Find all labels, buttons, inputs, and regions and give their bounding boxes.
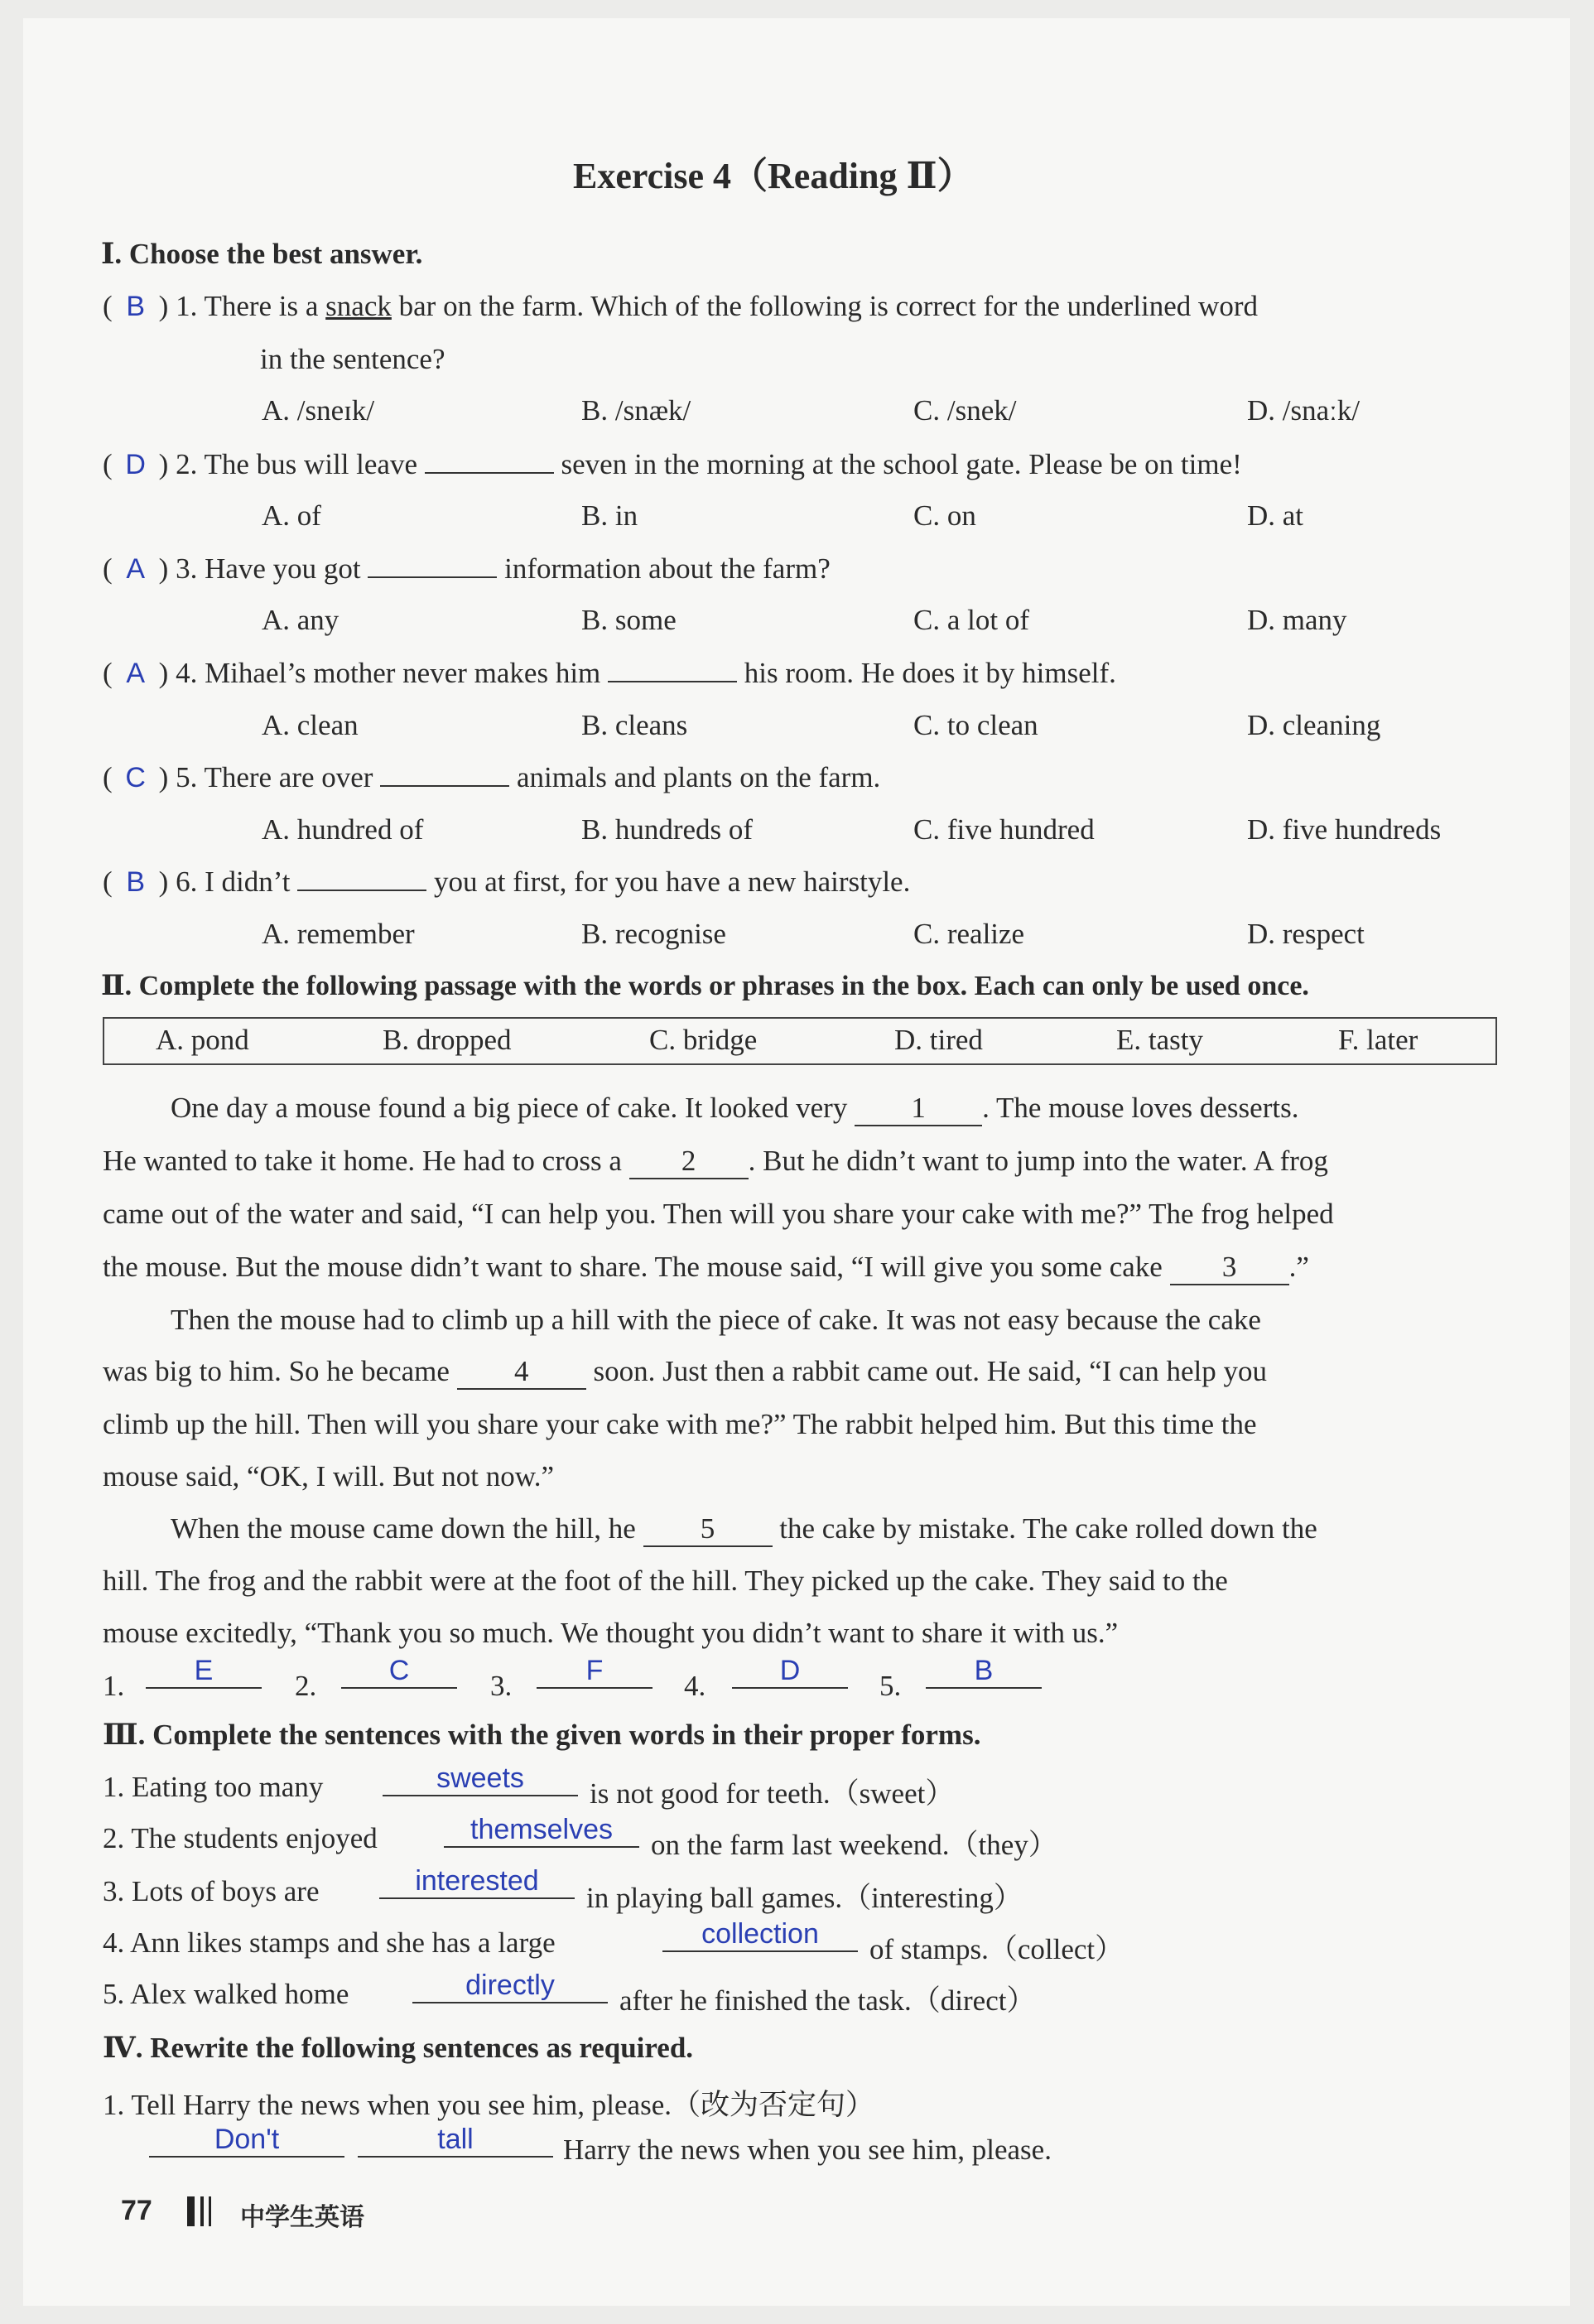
passage-blank: 3 bbox=[1170, 1251, 1289, 1285]
box-option-c: C. bridge bbox=[649, 1024, 758, 1056]
option-b: B. hundreds of bbox=[581, 813, 754, 846]
answer-mark: C bbox=[125, 762, 146, 793]
passage-text: When the mouse came down the hill, he bbox=[171, 1512, 636, 1545]
footer-divider-bar bbox=[200, 2196, 204, 2226]
s3-answer-2: themselves bbox=[444, 1814, 639, 1848]
answer-blank-5: B bbox=[926, 1655, 1042, 1689]
question-1-line-2: in the sentence? bbox=[260, 343, 445, 375]
option-d: D. respect bbox=[1247, 918, 1365, 950]
option-d: D. at bbox=[1247, 499, 1304, 532]
stem-text: animals and plants on the farm. bbox=[516, 761, 881, 793]
passage-line bbox=[103, 1251, 1309, 1285]
passage-text: One day a mouse found a big piece of cake. It looked very bbox=[171, 1092, 848, 1124]
passage-line: mouse said, “OK, I will. But not now.” bbox=[103, 1460, 555, 1492]
stem-text: his room. He does it by himself. bbox=[744, 657, 1116, 689]
stem-text: There are over bbox=[204, 761, 373, 793]
box-option-e: E. tasty bbox=[1116, 1024, 1203, 1056]
answer-mark: A bbox=[126, 658, 145, 689]
box-option-a: A. pond bbox=[156, 1024, 249, 1056]
s3-answer-5: directly bbox=[412, 1970, 608, 2003]
answer-blank-1: E bbox=[146, 1655, 262, 1689]
option-b: B. recognise bbox=[581, 918, 726, 950]
passage-text: the cake by mistake. The cake rolled down the bbox=[779, 1512, 1317, 1545]
item-text: Alex walked home bbox=[130, 1978, 349, 2010]
passage-line bbox=[171, 1512, 1317, 1547]
item-number: 4. bbox=[103, 1926, 125, 1959]
question-5: ( C ) 5. There are over animals and plants on the farm. bbox=[103, 761, 881, 793]
stem-text: The bus will leave bbox=[204, 448, 417, 480]
s3-item-1-rest: is not good for teeth.（sweet） bbox=[590, 1777, 955, 1810]
s3-answer-1: sweets bbox=[383, 1762, 578, 1796]
blank-line bbox=[425, 447, 554, 474]
question-6: ( B ) 6. I didn’t you at first, for you have a new hairstyle. bbox=[103, 865, 911, 898]
section-4-heading: Ⅳ. Rewrite the following sentences as required. bbox=[103, 2032, 694, 2064]
passage-blank: 4 bbox=[457, 1355, 586, 1390]
passage-text: .” bbox=[1288, 1251, 1309, 1283]
question-number: 6. bbox=[176, 865, 198, 898]
section-3-heading: Ⅲ. Complete the sentences with the given words in their proper forms. bbox=[103, 1719, 981, 1751]
blank-line bbox=[608, 656, 737, 682]
s4-answer-1: Don't bbox=[149, 2124, 344, 2158]
s4-question-1: 1. Tell Harry the news when you see him, please.（改为否定句） bbox=[103, 2089, 874, 2121]
box-option-b: B. dropped bbox=[383, 1024, 512, 1056]
item-number: 2. bbox=[103, 1822, 125, 1854]
answer-label-5: 5. bbox=[879, 1670, 902, 1702]
blank-line bbox=[380, 760, 509, 787]
s3-item-5 bbox=[103, 1978, 349, 2011]
passage-line: came out of the water and said, “I can help you. Then will you share your cake with me?” The frog helped bbox=[103, 1198, 1334, 1230]
stem-text: bar on the farm. Which of the following is correct for the underlined word bbox=[391, 290, 1258, 322]
item-number: 3. bbox=[103, 1875, 125, 1907]
item-text: Ann likes stamps and she has a large bbox=[130, 1926, 556, 1959]
option-a: A. any bbox=[262, 604, 340, 636]
answer-mark: B bbox=[126, 866, 145, 898]
blank-line bbox=[297, 865, 426, 891]
passage-text: He wanted to take it home. He had to cross a bbox=[103, 1145, 622, 1177]
question-number: 5. bbox=[176, 761, 198, 793]
passage-blank: 1 bbox=[855, 1092, 982, 1126]
passage-line: climb up the hill. Then will you share your cake with me?” The rabbit helped him. But this time the bbox=[103, 1408, 1257, 1440]
footer-divider-bar bbox=[187, 2196, 195, 2226]
passage-line bbox=[171, 1092, 1298, 1126]
passage-text: . But he didn’t want to jump into the water. A frog bbox=[748, 1145, 1328, 1177]
question-number: 3. bbox=[176, 552, 198, 585]
stem-text: I didn’t bbox=[205, 865, 291, 898]
footer-divider-bar bbox=[209, 2196, 211, 2226]
option-c: C. realize bbox=[913, 918, 1025, 950]
option-d: D. cleaning bbox=[1247, 709, 1381, 741]
page-number: 77 bbox=[121, 2195, 152, 2226]
option-b: B. cleans bbox=[581, 709, 688, 741]
option-c: C. a lot of bbox=[913, 604, 1029, 636]
page-title: Exercise 4（Reading Ⅱ） bbox=[573, 156, 974, 196]
passage-text: the mouse. But the mouse didn’t want to share. The mouse said, “I will give you some cake bbox=[103, 1251, 1163, 1283]
s3-item-3 bbox=[103, 1875, 319, 1908]
s3-item-2 bbox=[103, 1822, 378, 1855]
question-4: ( A ) 4. Mihael’s mother never makes him his room. He does it by himself. bbox=[103, 657, 1116, 689]
answer-blank-4: D bbox=[732, 1655, 848, 1689]
item-number: 1. bbox=[103, 1771, 125, 1803]
underlined-word: snack bbox=[325, 290, 392, 322]
stem-text: information about the farm? bbox=[504, 552, 831, 585]
s3-item-4-rest: of stamps.（collect） bbox=[869, 1933, 1124, 1965]
option-a: A. remember bbox=[262, 918, 415, 950]
option-b: B. some bbox=[581, 604, 677, 636]
answer-label-2: 2. bbox=[295, 1670, 317, 1702]
passage-line: Then the mouse had to climb up a hill with the piece of cake. It was not easy because the cake bbox=[171, 1304, 1261, 1336]
option-a: A. hundred of bbox=[262, 813, 424, 846]
s3-item-5-rest: after he finished the task.（direct） bbox=[619, 1984, 1036, 2017]
passage-line bbox=[103, 1145, 1328, 1179]
answer-blank-2: C bbox=[341, 1655, 457, 1689]
blank-line bbox=[368, 552, 497, 578]
question-number: 4. bbox=[176, 657, 198, 689]
answer-mark: D bbox=[125, 449, 146, 480]
item-text: Lots of boys are bbox=[132, 1875, 320, 1907]
option-d: D. /snaːk/ bbox=[1247, 394, 1360, 427]
section-2-heading: Ⅱ. Complete the following passage with the words or phrases in the box. Each can only be used once. bbox=[101, 971, 1309, 1001]
passage-blank: 2 bbox=[629, 1145, 749, 1179]
word-box bbox=[103, 1017, 1497, 1065]
option-c: C. to clean bbox=[913, 709, 1038, 741]
passage-text: soon. Just then a rabbit came out. He said, “I can help you bbox=[593, 1355, 1267, 1387]
s3-answer-4: collection bbox=[662, 1918, 858, 1952]
stem-text: Have you got bbox=[205, 552, 361, 585]
passage-text: . The mouse loves desserts. bbox=[982, 1092, 1299, 1124]
answer-label-3: 3. bbox=[490, 1670, 513, 1702]
passage-line: mouse excitedly, “Thank you so much. We thought you didn’t want to share it with us.” bbox=[103, 1617, 1119, 1649]
option-d: D. many bbox=[1247, 604, 1347, 636]
option-c: C. five hundred bbox=[913, 813, 1095, 846]
option-d: D. five hundreds bbox=[1247, 813, 1442, 846]
stem-text: seven in the morning at the school gate. Please be on time! bbox=[561, 448, 1242, 480]
stem-text: There is a bbox=[204, 290, 326, 322]
question-number: 2. bbox=[176, 448, 198, 480]
option-a: A. clean bbox=[262, 709, 359, 741]
item-number: 5. bbox=[103, 1978, 125, 2010]
answer-mark: B bbox=[126, 291, 145, 322]
passage-line bbox=[103, 1355, 1267, 1390]
answer-label-1: 1. bbox=[103, 1670, 125, 1702]
passage-line: hill. The frog and the rabbit were at the foot of the hill. They picked up the cake. They said to the bbox=[103, 1565, 1228, 1597]
answer-label-4: 4. bbox=[684, 1670, 706, 1702]
s3-answer-3: interested bbox=[379, 1865, 575, 1899]
item-text: The students enjoyed bbox=[131, 1822, 378, 1854]
option-c: C. /snek/ bbox=[913, 394, 1017, 427]
s3-item-3-rest: in playing ball games.（interesting） bbox=[586, 1882, 1023, 1914]
s3-item-1 bbox=[103, 1771, 323, 1804]
box-option-f: F. later bbox=[1338, 1024, 1418, 1056]
s3-item-2-rest: on the farm last weekend.（they） bbox=[651, 1829, 1057, 1861]
question-number: 1. bbox=[176, 290, 198, 322]
stem-text: you at first, for you have a new hairstyle. bbox=[433, 865, 911, 898]
passage-text: was big to him. So he became bbox=[103, 1355, 450, 1387]
s4-answer-2: tall bbox=[358, 2124, 553, 2158]
option-b: B. in bbox=[581, 499, 638, 532]
option-a: A. /sneɪk/ bbox=[262, 394, 375, 427]
s3-item-4 bbox=[103, 1926, 556, 1960]
option-a: A. of bbox=[262, 499, 321, 532]
question-2: ( D ) 2. The bus will leave seven in the morning at the school gate. Please be on time! bbox=[103, 448, 1242, 480]
passage-blank: 5 bbox=[643, 1512, 773, 1547]
answer-blank-3: F bbox=[537, 1655, 653, 1689]
box-option-d: D. tired bbox=[894, 1024, 983, 1056]
answer-mark: A bbox=[126, 553, 145, 585]
question-3: ( A ) 3. Have you got information about the farm? bbox=[103, 552, 831, 585]
question-1: ( B ) 1. There is a snack bar on the farm. Which of the following is correct for the underlined word bbox=[103, 290, 1258, 322]
s4-question-1-rest: Harry the news when you see him, please. bbox=[563, 2134, 1052, 2166]
option-b: B. /snæk/ bbox=[581, 394, 691, 427]
section-1-heading: Ⅰ. Choose the best answer. bbox=[101, 238, 423, 270]
option-c: C. on bbox=[913, 499, 976, 532]
stem-text: Mihael’s mother never makes him bbox=[205, 657, 601, 689]
item-text: Eating too many bbox=[132, 1771, 324, 1803]
publication-title: 中学生英语 bbox=[240, 2203, 364, 2232]
